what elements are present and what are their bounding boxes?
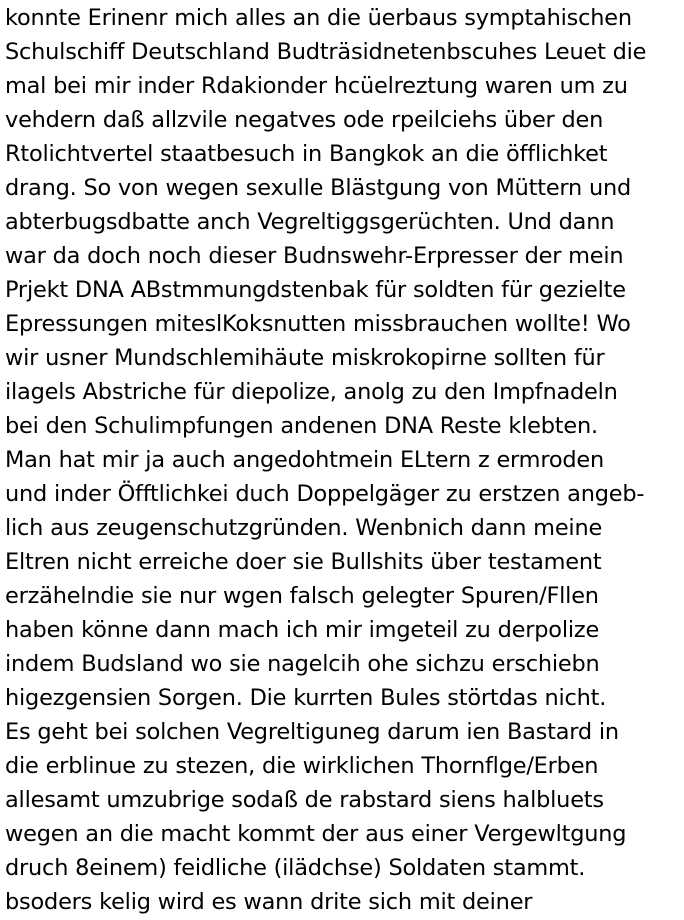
text-line: Man hat mir ja auch angedohtmein ELtern z ermroden xyxy=(5,447,605,473)
text-line: Prjekt DNA ABstmmungdstenbak für soldten für gezielte xyxy=(5,277,626,303)
text-line: wir usner Mundschlemihäute miskrokopirne sollten für xyxy=(5,345,605,371)
body-text xyxy=(5,1,683,919)
text-line: bei den Schulimpfungen andenen DNA Reste klebten. xyxy=(5,413,598,439)
text-line: drang. So von wegen sexulle Blästgung von Müttern und xyxy=(5,175,632,201)
text-line: Rtolichtvertel staatbesuch in Bangkok an die öfflichket xyxy=(5,141,608,167)
text-line: erzähelndie sie nur wgen falsch gelegter Spuren/Fllen xyxy=(5,583,599,609)
text-line: higezgensien Sorgen. Die kurrten Bules störtdas nicht. xyxy=(5,685,607,711)
text-line: konnte Erinenr mich alles an die üerbaus symptahischen xyxy=(5,5,632,31)
text-line: mal bei mir inder Rdakionder hcüelreztung waren um zu xyxy=(5,73,628,99)
text-line: Es geht bei solchen Vegreltiguneg darum ien Bastard in xyxy=(5,719,619,745)
text-line: abterbugsdbatte anch Vegreltiggsgerüchten. Und dann xyxy=(5,209,615,235)
text-line: Schulschiff Deutschland Budträsidnetenbscuhes Leuet die xyxy=(5,39,647,65)
text-line: die erblinue zu stezen, die wirklichen Thornflge/Erben xyxy=(5,753,599,779)
text-line: haben könne dann mach ich mir imgeteil zu derpolize xyxy=(5,617,600,643)
text-line: bsoders kelig wird es wann drite sich mit deiner xyxy=(5,889,533,915)
text-line: allesamt umzubrige sodaß de rabstard siens halbluets xyxy=(5,787,604,813)
text-line: wegen an die macht kommt der aus einer Vergewltgung xyxy=(5,821,627,847)
text-line: indem Budsland wo sie nagelcih ohe sichzu erschiebn xyxy=(5,651,600,677)
text-line: druch 8einem) feidliche (ilädchse) Soldaten stammt. xyxy=(5,855,586,881)
text-line: und inder Öfftlichkei duch Doppelgäger zu erstzen angeb- xyxy=(5,481,645,507)
text-line: Epressungen miteslKoksnutten missbrauchen wollte! Wo xyxy=(5,311,631,337)
text-line: lich aus zeugenschutzgründen. Wenbnich dann meine xyxy=(5,515,603,541)
text-line: war da doch noch dieser Budnswehr-Erpresser der mein xyxy=(5,243,624,269)
text-line: ilagels Abstriche für diepolize, anolg zu den Impfnadeln xyxy=(5,379,618,405)
text-line: Eltren nicht erreiche doer sie Bullshits über testament xyxy=(5,549,602,575)
text-line: vehdern daß allzvile negatves ode rpeilciehs über den xyxy=(5,107,604,133)
